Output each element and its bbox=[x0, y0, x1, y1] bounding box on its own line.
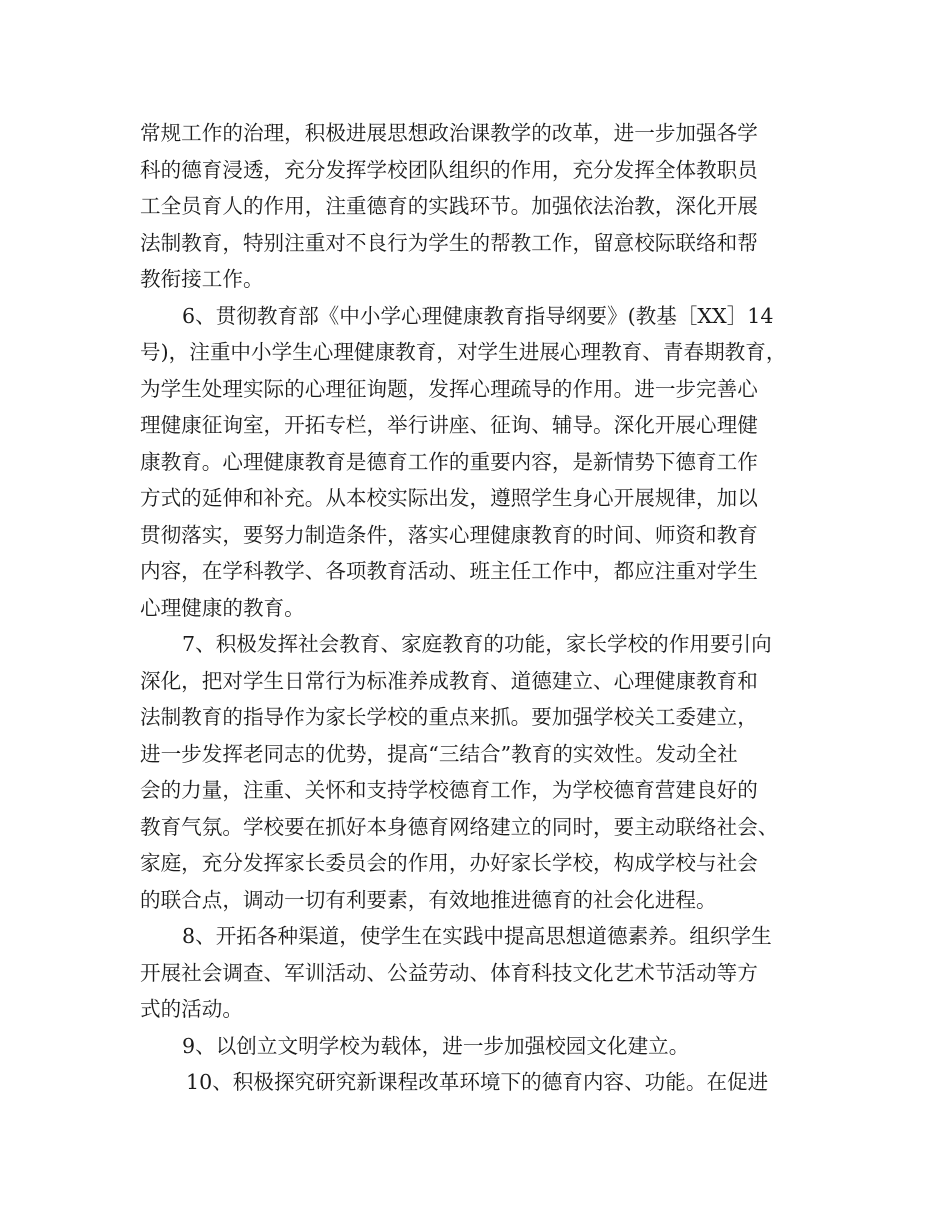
text-line: 方式的延伸和补充。从本校实际出发，遵照学生身心开展规律，加以 bbox=[140, 486, 758, 510]
text-line: 开展社会调查、军训活动、公益劳动、体育科技文化艺术节活动等方 bbox=[140, 960, 758, 985]
text-line: 心理健康的教育。 bbox=[140, 595, 305, 620]
text-line: 理健康征询室，开拓专栏，举行讲座、征询、辅导。深化开展心理健 bbox=[140, 413, 758, 437]
text-line: 会的力量，注重、关怀和支持学校德育工作，为学校德育营建良好的 bbox=[140, 778, 758, 802]
paragraph-8-start: 8、开拓各种渠道，使学生在实践中提高思想道德素养。组织学生 bbox=[182, 924, 772, 948]
text-line: 工全员育人的作用，注重德育的实践环节。加强依法治教，深化开展 bbox=[140, 194, 758, 218]
paragraph-6-start: 6、贯彻教育部《中小学心理健康教育指导纲要》(教基［XX］14 bbox=[182, 303, 774, 328]
text-line: 号)，注重中小学生心理健康教育，对学生进展心理教育、青春期教育， bbox=[140, 340, 787, 364]
document-body bbox=[140, 115, 820, 1101]
text-line: 进一步发挥老同志的优势，提高“三结合”教育的实效性。发动全社 bbox=[140, 741, 738, 766]
text-line: 贯彻落实，要努力制造条件，落实心理健康教育的时间、师资和教育 bbox=[140, 522, 758, 547]
text-line: 深化，把对学生日常行为标准养成教育、道德建立、心理健康教育和 bbox=[140, 668, 758, 693]
text-line: 教育气氛。学校要在抓好本身德育网络建立的同时，要主动联络社会、 bbox=[140, 814, 779, 839]
text-line: 科的德育浸透，充分发挥学校团队组织的作用，充分发挥全体教职员 bbox=[140, 157, 758, 182]
text-line: 康教育。心理健康教育是德育工作的重要内容，是新情势下德育工作 bbox=[140, 449, 758, 474]
paragraph-9: 9、以创立文明学校为载体，进一步加强校园文化建立。 bbox=[182, 1033, 690, 1058]
text-line: 的联合点，调动一切有利要素，有效地推进德育的社会化进程。 bbox=[140, 887, 717, 912]
text-line: 式的活动。 bbox=[140, 997, 243, 1021]
text-line: 家庭，充分发挥家长委员会的作用，办好家长学校，构成学校与社会 bbox=[140, 851, 758, 875]
text-line: 为学生处理实际的心理征询题，发挥心理疏导的作用。进一步完善心 bbox=[140, 376, 758, 401]
text-line: 法制教育，特别注重对不良行为学生的帮教工作，留意校际联络和帮 bbox=[140, 230, 758, 255]
paragraph-10-start: 10、积极探究研究新课程改革环境下的德育内容、功能。在促进 bbox=[186, 1070, 769, 1094]
text-line: 法制教育的指导作为家长学校的重点来抓。要加强学校关工委建立， bbox=[140, 705, 758, 729]
paragraph-7-start: 7、积极发挥社会教育、家庭教育的功能，家长学校的作用要引向 bbox=[182, 632, 772, 656]
text-line: 教衔接工作。 bbox=[140, 267, 264, 291]
text-line: 内容，在学科教学、各项教育活动、班主任工作中，都应注重对学生 bbox=[140, 559, 758, 583]
text-line: 常规工作的治理，积极进展思想政治课教学的改革，进一步加强各学 bbox=[140, 121, 758, 145]
